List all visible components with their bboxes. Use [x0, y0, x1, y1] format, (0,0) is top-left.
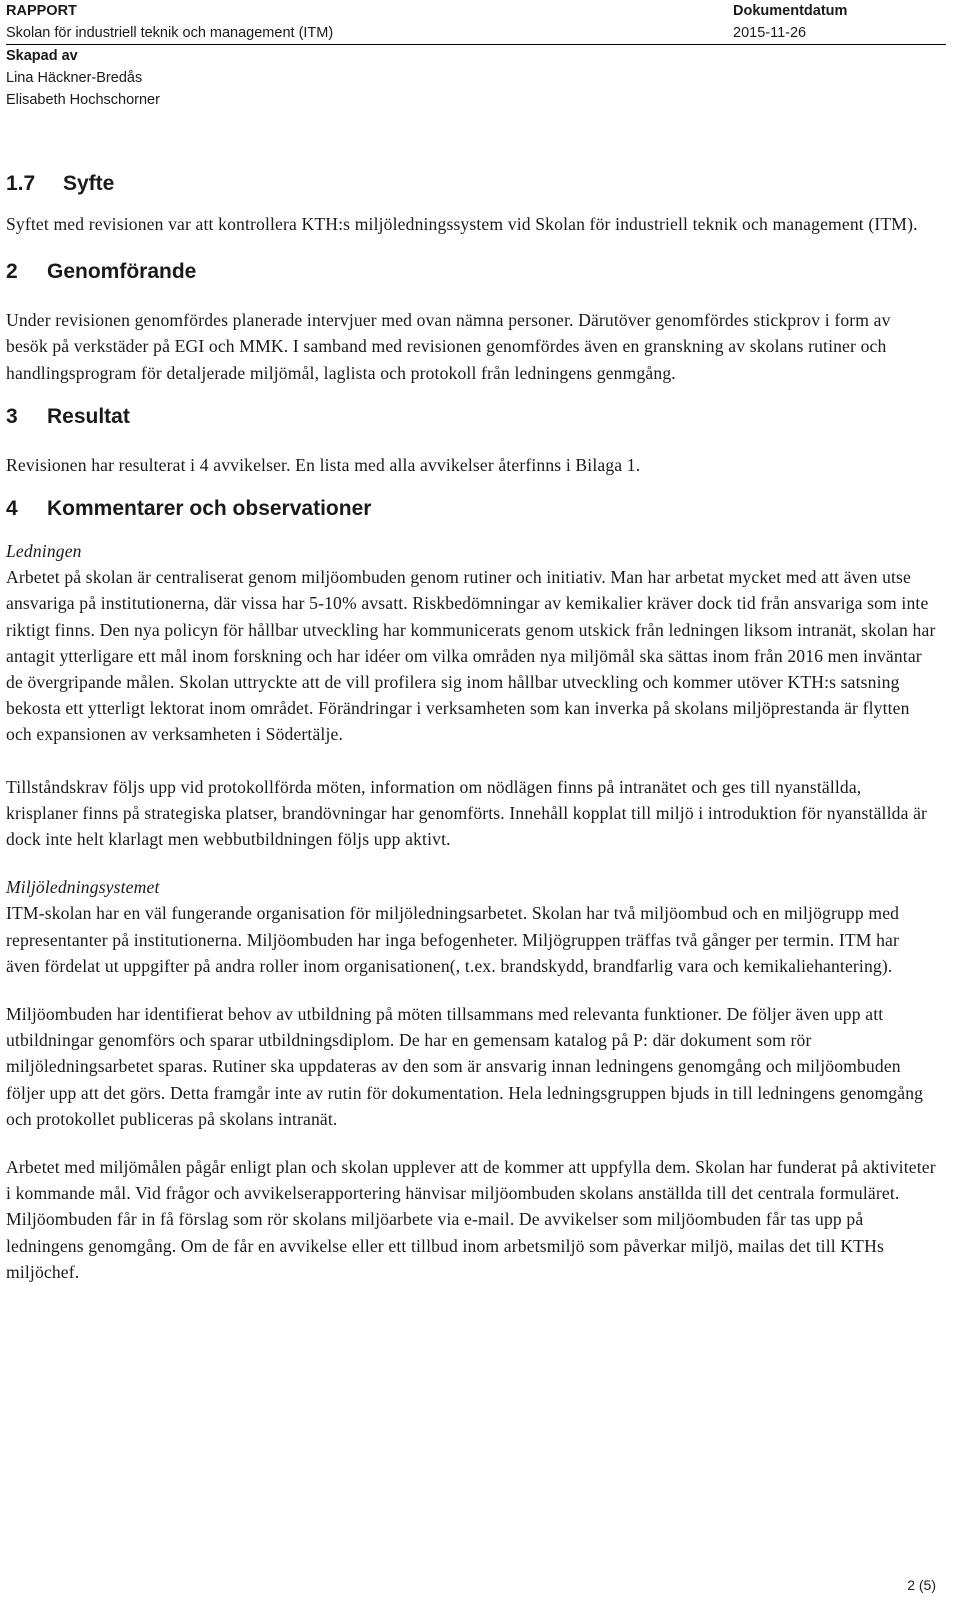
- header-row-2: [6, 45, 946, 111]
- author-1: Lina Häckner-Bredås: [6, 70, 143, 86]
- paragraph-genomforande: Under revisionen genomfördes planerade intervjuer med ovan nämna personer. Därutöver genomfördes stickprov i form av besök på verkstäder på EGI och MMK. I samband med revisionen genomfördes även en granskning av skolans rutiner och handlingsprogram för detaljerade miljömål, laglista och protokoll från ledningens genmgång.: [6, 310, 891, 383]
- section-number: 3: [6, 404, 18, 428]
- header-right-1: [733, 0, 946, 44]
- organization: Skolan för industriell teknik och management (ITM): [6, 25, 334, 41]
- paragraph-resultat: Revisionen har resulterat i 4 avvikelser. En lista med alla avvikelser återfinns i Bilaga 1.: [6, 454, 641, 475]
- paragraph-miljoledning-1: ITM-skolan har en väl fungerande organisation för miljöledningsarbetet. Skolan har två miljöombud och en miljögrupp med representanter på institutionerna. Miljöombuden har inga befogenheter. Miljögruppen träffas två gånger per termin. ITM har även fördelat ut uppgifter på andra roller inom organisationen(, t.ex. brandskydd, brandfarlig vara och kemikaliehantering).: [6, 903, 900, 976]
- heading-resultat: [6, 402, 936, 432]
- section-number: 4: [6, 497, 18, 521]
- heading-genomforande: [6, 257, 936, 287]
- paragraph-syfte: Syftet med revisionen var att kontrollera KTH:s miljöledningssystem vid Skolan för industriell teknik och management (ITM).: [6, 214, 918, 234]
- document-header: [6, 0, 946, 111]
- header-row-1: [6, 0, 946, 45]
- report-body: [6, 169, 936, 1285]
- header-left-2: [6, 45, 733, 111]
- created-by-label: Skapad av: [6, 48, 78, 64]
- page-number: 2 (5): [907, 1577, 936, 1593]
- paragraph-ledningen-1: Arbetet på skolan är centraliserat genom miljöombuden genom rutiner och initiativ. Man har arbetat mycket med att även utse ansvariga på institutionerna, där vissa har 5-10% avsatt. Riskbedömningar av kemikalier kräver dock tid från ansvariga som inte riktigt finns. Den nya policyn för hållbar utveckling har kommunicerats genom utskick från ledningen liksom intranät, skolan har antagit ytterligare ett mål inom forskning och har idéer om vilka områden nya miljömål ska sättas inom från 2016 men inväntar de övergripande målen. Skolan uttryckte att de vill profilera sig inom hållbar utveckling och kommer utöver KTH:s satsning bekosta ett ytterligt lektorat inom området. Förändringar i verksamheten som kan inverka på skolans miljöprestanda är flytten och expansionen av verksamheten i Södertälje.: [6, 567, 936, 745]
- paragraph-ledningen-2: Tillståndskrav följs upp vid protokollförda möten, information om nödlägen finns på intranätet och ges till nyanställda, krisplaner finns på strategiska platser, brandövningar har genomförts. Innehåll kopplat till miljö i introduktion för nyanställda är dock inte helt klarlagt men webbutbildningen följs upp aktivt.: [6, 776, 928, 850]
- author-2: Elisabeth Hochschorner: [6, 92, 160, 108]
- heading-kommentarer: [6, 494, 936, 524]
- heading-syfte: [6, 169, 936, 199]
- subheading-ledningen: Ledningen: [6, 541, 82, 562]
- section-number: 1.7: [6, 172, 36, 195]
- section-title: Syfte: [63, 172, 115, 195]
- doc-type: RAPPORT: [6, 3, 77, 19]
- section-title: Genomförande: [47, 260, 197, 284]
- section-title: Resultat: [47, 404, 130, 428]
- subheading-miljoledningsystemet: Miljöledningsystemet: [6, 877, 160, 898]
- date-label: Dokumentdatum: [733, 3, 848, 19]
- section-number: 2: [6, 260, 18, 284]
- header-left-1: [6, 0, 733, 44]
- paragraph-miljoledning-3: Arbetet med miljömålen pågår enligt plan och skolan upplever att de kommer att uppfylla dem. Skolan har funderat på aktiviteter i kommande mål. Vid frågor och avvikelserapportering hänvisar miljöombuden skolans anställda till det centrala formuläret. Miljöombuden får in få förslag som rör skolans miljöarbete via e-mail. De avvikelser som miljöombuden får tas upp på ledningens genomgång. Om de får en avvikelse eller ett tillbud inom arbetsmiljö som påverkar miljö, mailas det till KTHs miljöchef.: [6, 1157, 936, 1282]
- document-date: 2015-11-26: [733, 25, 807, 41]
- section-title: Kommentarer och observationer: [47, 497, 372, 521]
- paragraph-miljoledning-2: Miljöombuden har identifierat behov av utbildning på möten tillsammans med relevanta funktioner. De följer även upp att utbildningar genomförs och sparar utbildningsdiplom. De har en gemensam katalog på P: där dokument som rör miljöledningsarbetet sparas. Rutiner ska uppdateras av den som är ansvarig innan ledningens genomgång och miljöombuden följer upp att det görs. Detta framgår inte av rutin för dokumentation. Hela ledningsgruppen bjuds in till ledningens genomgång och protokollet publiceras på skolans intranät.: [6, 1004, 924, 1129]
